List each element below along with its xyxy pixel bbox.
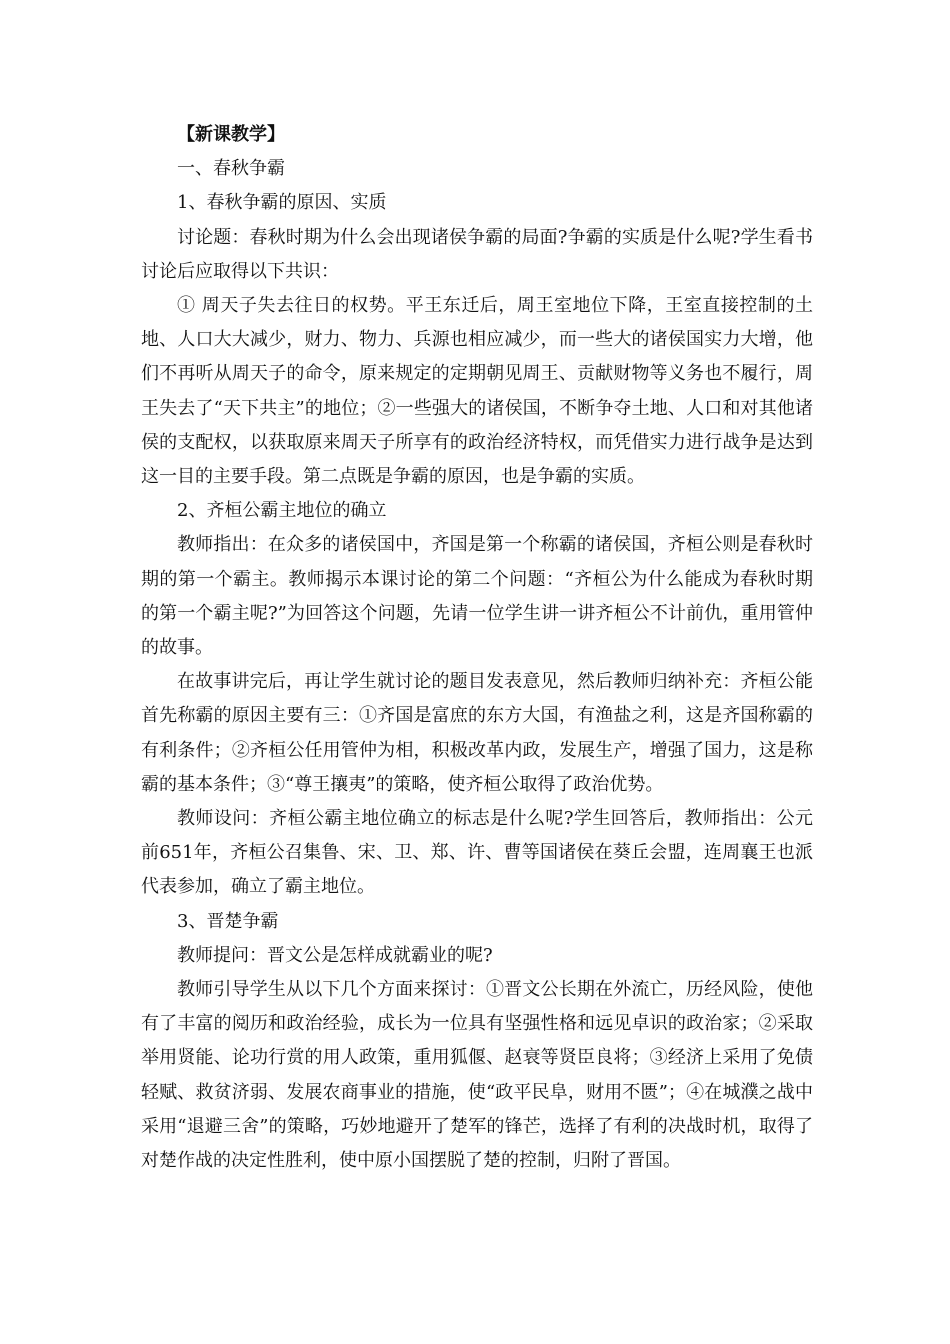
subheading-causes-essence: 1、春秋争霸的原因、实质 <box>177 192 387 214</box>
discussion-question: 讨论题：春秋时期为什么会出现诸侯争霸的局面?争霸的实质是什么呢?学生看书讨论后应取得以下共识： <box>141 226 813 282</box>
story-discussion-paragraph: 在故事讲完后，再让学生就讨论的题目发表意见，然后教师归纳补充：齐桓公能首先称霸的原因主要有三：①齐国是富庶的东方大国，有渔盐之利，这是齐国称霸的有利条件；②齐桓公任用管仲为相，积极改革内政，发展生产，增强了国力，这是称霸的基本条件；③“尊王攘夷”的策略，使齐桓公取得了政治优势。 <box>141 671 813 795</box>
document-body <box>141 118 813 1178</box>
section-title: 【新课教学】 <box>177 124 285 145</box>
jin-wengong-analysis-paragraph: 教师引导学生从以下几个方面来探讨：①晋文公长期在外流亡，历经风险，使他有了丰富的阅历和政治经验，成长为一位具有坚强性格和远见卓识的政治家；②采取举用贤能、论功行赏的用人政策，重用狐偃、赵衰等贤臣良将；③经济上采用了免债轻赋、救贫济弱、发展农商事业的措施，使“政平民阜，财用不匮”；④在城濮之战中采用“退避三舍”的策略，巧妙地避开了楚军的锋芒，选择了有利的决战时机，取得了对楚作战的决定性胜利，使中原小国摆脱了楚的控制，归附了晋国。 <box>141 979 813 1172</box>
teacher-ask-jin-wengong: 教师提问：晋文公是怎样成就霸业的呢? <box>177 944 493 966</box>
subheading-qi-huangong: 2、齐桓公霸主地位的确立 <box>177 500 387 522</box>
subheading-jin-chu: 3、晋楚争霸 <box>177 910 279 932</box>
teacher-question-paragraph: 教师设问：齐桓公霸主地位确立的标志是什么呢?学生回答后，教师指出：公元前651年，齐桓公召集鲁、宋、卫、郑、许、曹等国诸侯在葵丘会盟，连周襄王也派代表参加，确立了霸主地位。 <box>141 808 813 898</box>
teacher-points-out-paragraph: 教师指出：在众多的诸侯国中，齐国是第一个称霸的诸侯国，齐桓公则是春秋时期的第一个霸主。教师揭示本课讨论的第二个问题：“齐桓公为什么能成为春秋时期的第一个霸主呢?”为回答这个问题，先请一位学生讲一讲齐桓公不计前仇，重用管仲的故事。 <box>141 534 813 659</box>
heading-chunqiu-zhengba: 一、春秋争霸 <box>177 158 285 180</box>
consensus-paragraph: ① 周天子失去往日的权势。平王东迁后，周王室地位下降，王室直接控制的土地、人口大大减少，财力、物力、兵源也相应减少，而一些大的诸侯国实力大增，他们不再听从周天子的命令，原来规定的定期朝见周王、贡献财物等义务也不履行，周王失去了“天下共主”的地位；②一些强大的诸侯国，不断争夺土地、人口和对其他诸侯的支配权，以获取原来周天子所享有的政治经济特权，而凭借实力进行战争是达到这一目的主要手段。第二点既是争霸的原因，也是争霸的实质。 <box>141 295 813 488</box>
